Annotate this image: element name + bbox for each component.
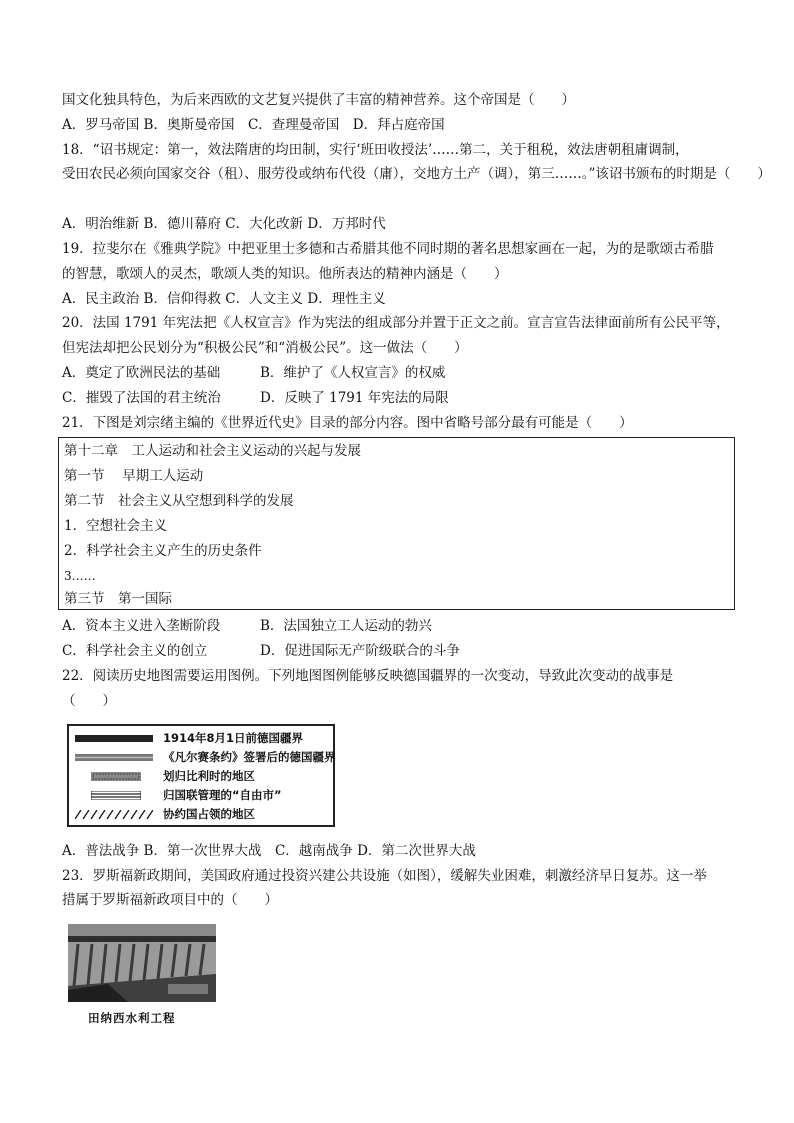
q21-option-d: D．促进国际无产阶级联合的斗争 — [260, 643, 460, 659]
legend-item: 《凡尔赛条约》签署后的德国疆界 — [75, 749, 331, 765]
photo-caption: 田纳西水利工程 — [88, 1011, 176, 1025]
diagonal-hatch-icon — [75, 810, 153, 819]
q23-stem-line2: 措属于罗斯福新政项目中的（ ） — [62, 892, 278, 908]
dam-image-icon — [68, 924, 216, 1002]
q19-stem-line2: 的智慧，歌颂人的灵杰，歌颂人类的知识。他所表达的精神内涵是（ ） — [62, 266, 508, 282]
q20-option-b: B．维护了《人权宣言》的权威 — [260, 365, 446, 381]
toc-line: 第一节 早期工人运动 — [64, 468, 204, 484]
dotted-hatch-icon — [91, 772, 141, 781]
toc-line: 第十二章 工人运动和社会主义运动的兴起与发展 — [64, 443, 361, 459]
striped-border-icon — [75, 753, 153, 762]
q17-stem-tail: 国文化独具特色，为后来西欧的文艺复兴提供了丰富的精神营养。这个帝国是（ ） — [62, 92, 575, 108]
q21-option-c: C．科学社会主义的创立 — [62, 643, 208, 659]
table-of-contents-box — [58, 437, 735, 610]
legend-item: 协约国占领的地区 — [75, 806, 331, 822]
toc-line: 第二节 社会主义从空想到科学的发展 — [64, 493, 294, 509]
q20-stem-line1: 20．法国 1791 年宪法把《人权宣言》作为宪法的组成部分并置于正文之前。宣言宣告法律面前所有公民平等， — [62, 315, 730, 331]
toc-line: 3…… — [64, 569, 96, 583]
horizontal-hatch-icon — [91, 791, 141, 800]
legend-item: 划归比利时的地区 — [75, 768, 331, 784]
q22-stem-line1: 22．阅读历史地图需要运用图例。下列地图图例能够反映德国疆界的一次变动，导致此次变动的战事是 — [62, 668, 674, 684]
q22-stem-line2: （ ） — [62, 693, 116, 709]
q18-options: A．明治维新 B．德川幕府 C．大化改新 D．万邦时代 — [62, 216, 386, 232]
solid-border-icon — [75, 734, 153, 743]
dam-photo — [68, 924, 216, 1002]
q18-stem-line2: 受田农民必须向国家交谷（租）、服劳役或纳布代役（庸），交地方土产（调），第三……。”该诏书颁布的时期是（ ） — [62, 166, 771, 182]
q23-stem-line1: 23．罗斯福新政期间，美国政府通过投资兴建公共设施（如图），缓解失业困难，刺激经济早日复苏。这一举 — [62, 868, 707, 884]
q21-stem: 21．下图是刘宗绪主编的《世界近代史》目录的部分内容。图中省略号部分最有可能是（ ） — [62, 415, 633, 431]
q22-options: A．普法战争 B．第一次世界大战 C．越南战争 D．第二次世界大战 — [62, 843, 476, 859]
toc-line: 2．科学社会主义产生的历史条件 — [64, 543, 262, 559]
q20-option-a: A．奠定了欧洲民法的基础 — [62, 365, 221, 381]
q18-stem-line1: 18．“诏书规定：第一，效法隋唐的均田制，实行‘班田收授法’……第二，关于租税，效法唐朝租庸调制， — [62, 142, 689, 158]
q19-stem-line1: 19．拉斐尔在《雅典学院》中把亚里士多德和古希腊其他不同时期的著名思想家画在一起，为的是歌颂古希腊 — [62, 241, 714, 257]
legend-item: 1914年8月1日前德国疆界 — [75, 730, 331, 746]
q17-options: A．罗马帝国 B．奥斯曼帝国 C．查理曼帝国 D．拜占庭帝国 — [62, 117, 445, 133]
toc-line: 第三节 第一国际 — [64, 591, 172, 607]
q21-option-b: B．法国独立工人运动的勃兴 — [260, 618, 432, 634]
q20-option-c: C．摧毁了法国的君主统治 — [62, 390, 221, 406]
q20-option-d: D．反映了 1791 年宪法的局限 — [260, 390, 449, 406]
legend-item: 归国联管理的“自由市” — [75, 787, 331, 803]
q21-option-a: A．资本主义进入垄断阶段 — [62, 618, 221, 634]
map-legend — [67, 724, 335, 827]
q20-stem-line2: 但宪法却把公民划分为“积极公民”和“消极公民”。这一做法（ ） — [62, 340, 468, 356]
q19-options: A．民主政治 B．信仰得救 C．人文主义 D．理性主义 — [62, 291, 386, 307]
toc-line: 1．空想社会主义 — [64, 518, 168, 534]
